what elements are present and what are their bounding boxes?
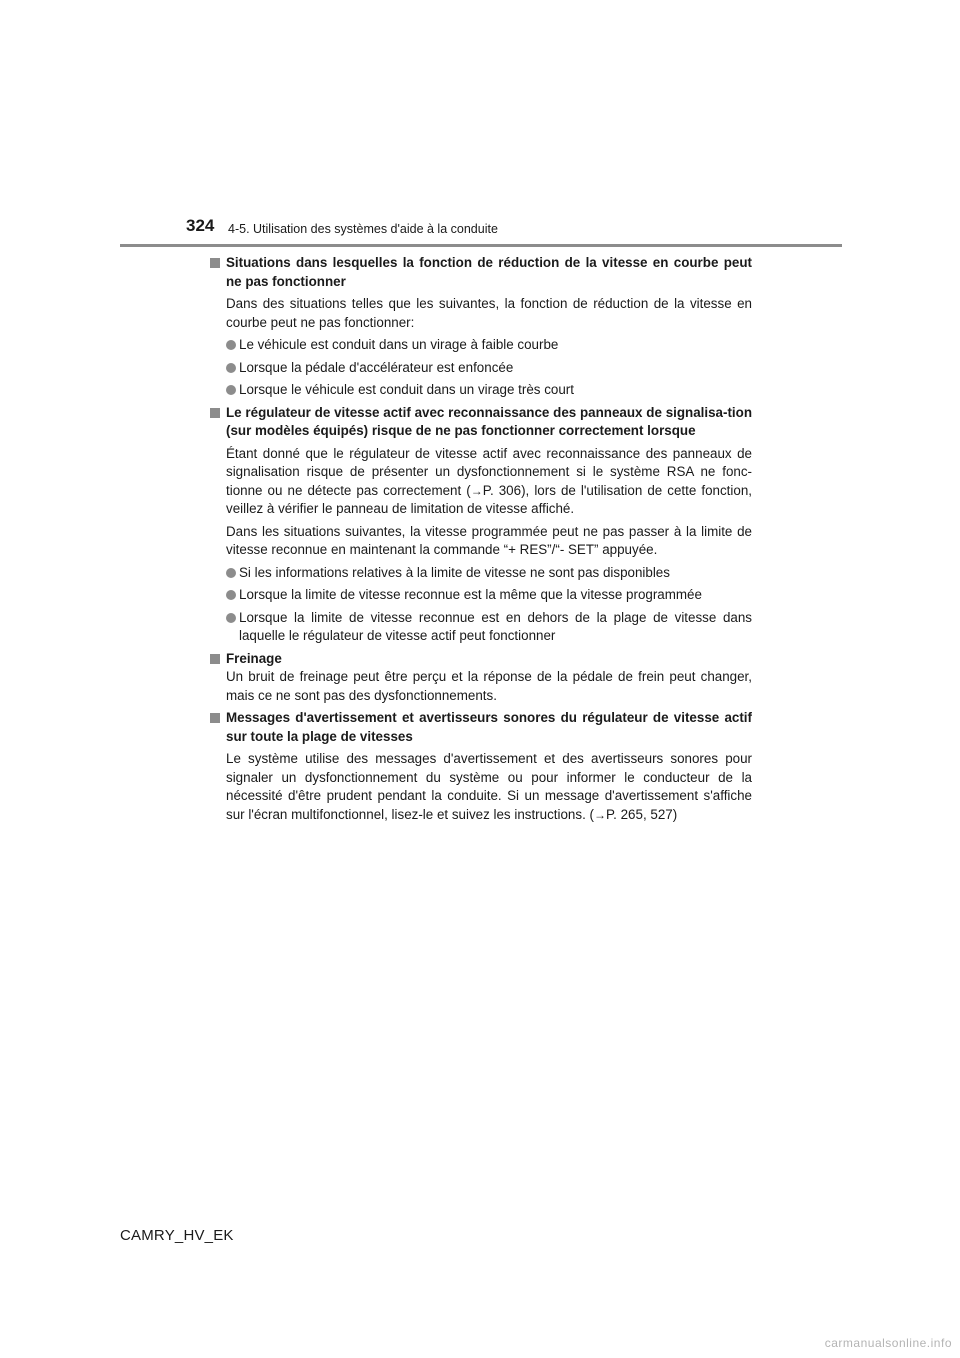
section-heading (208, 254, 752, 291)
square-bullet-icon (210, 713, 220, 723)
heading-text: Messages d'avertissement et avertisseurs sonores du régulateur de vitesse actif sur toute la plage de vitesses (226, 710, 752, 744)
circle-bullet-icon (226, 613, 236, 623)
heading-text: Freinage (226, 650, 282, 666)
circle-bullet-icon (226, 568, 236, 578)
section-heading (208, 404, 752, 441)
list-item (208, 586, 752, 605)
page-reference-arrow-icon: → (470, 483, 483, 498)
paragraph (208, 750, 752, 824)
list-item-text: Lorsque le véhicule est conduit dans un virage très court (239, 382, 574, 397)
list-item-text: Lorsque la limite de vitesse reconnue est la même que la vitesse programmée (239, 587, 702, 602)
section-sign-recognition (208, 404, 752, 646)
list-item-text: Si les informations relatives à la limite de vitesse ne sont pas disponibles (239, 564, 670, 580)
paragraph: Un bruit de freinage peut être perçu et la réponse de la pédale de frein peut changer, mais ce ne sont pas des dysfonctionnements. (226, 669, 752, 703)
chapter-title: 4-5. Utilisation des systèmes d'aide à la conduite (228, 222, 498, 236)
section-braking (208, 650, 752, 706)
paragraph-text: P. 265, 527) (605, 806, 678, 822)
circle-bullet-icon (226, 340, 236, 350)
section-warning-messages (208, 709, 752, 824)
paragraph: Dans des situations telles que les suivantes, la fonction de réduction de la vitesse en courbe peut ne pas fonctionner: (226, 296, 752, 330)
list-item-text: Lorsque la limite de vitesse reconnue est en dehors de la plage de vitesse dans laquelle le régulateur de vitesse actif peut fonctionner (239, 609, 752, 643)
section-heading (208, 650, 752, 669)
list-item (208, 381, 752, 400)
list-item (208, 336, 752, 355)
paragraph: Dans les situations suivantes, la vitesse programmée peut ne pas passer à la limite de vitesse reconnue en maintenant la commande “+ RES”/“- SET” appuyée. (226, 523, 752, 557)
section-curve-speed-reduction (208, 254, 752, 400)
watermark: carmanualsonline.info (824, 1336, 952, 1350)
model-code: CAMRY_HV_EK (120, 1227, 234, 1244)
paragraph-text: Étant donné que le régulateur de vitesse actif avec reconnaissance des panneaux de signalisation risque de présenter un dysfonctionnement si le système RSA ne fonc-tionne ou ne détecte pas correctement ( (226, 445, 752, 498)
list-item (208, 609, 752, 646)
list-item (208, 564, 752, 583)
square-bullet-icon (210, 408, 220, 418)
header-rule (120, 244, 842, 247)
paragraph-text: Le système utilise des messages d'avertissement et des avertisseurs sonores pour signaler un dysfonctionnement du système ou pour informer le conducteur de la nécessité d'être prudent pendant la conduite. Si un message d'avertissement s'affiche sur l'écran multifonctionnel, lisez-le et suivez les instructions. ( (226, 751, 752, 822)
heading-text: Situations dans lesquelles la fonction de réduction de la vitesse en courbe peut ne pas fonctionner (226, 255, 752, 289)
square-bullet-icon (210, 654, 220, 664)
section-heading (208, 709, 752, 746)
page-number: 324 (186, 216, 215, 235)
paragraph-text: P. 306), lors de l'utilisation de cette fonction, veillez à vérifier le panneau de limitation de vitesse affiché. (226, 482, 752, 516)
list-item-text: Le véhicule est conduit dans un virage à faible courbe (239, 337, 559, 352)
list-item (208, 359, 752, 378)
circle-bullet-icon (226, 363, 236, 373)
list-item-text: Lorsque la pédale d'accélérateur est enfoncée (239, 359, 514, 375)
heading-text: Le régulateur de vitesse actif avec reconnaissance des panneaux de signalisa-tion (sur modèles équipés) risque de ne pas fonctionner correctement lorsque (226, 404, 752, 438)
circle-bullet-icon (226, 590, 236, 600)
page-reference-arrow-icon: → (593, 807, 606, 822)
page-content (208, 254, 752, 824)
square-bullet-icon (210, 258, 220, 268)
paragraph (208, 445, 752, 519)
circle-bullet-icon (226, 385, 236, 395)
